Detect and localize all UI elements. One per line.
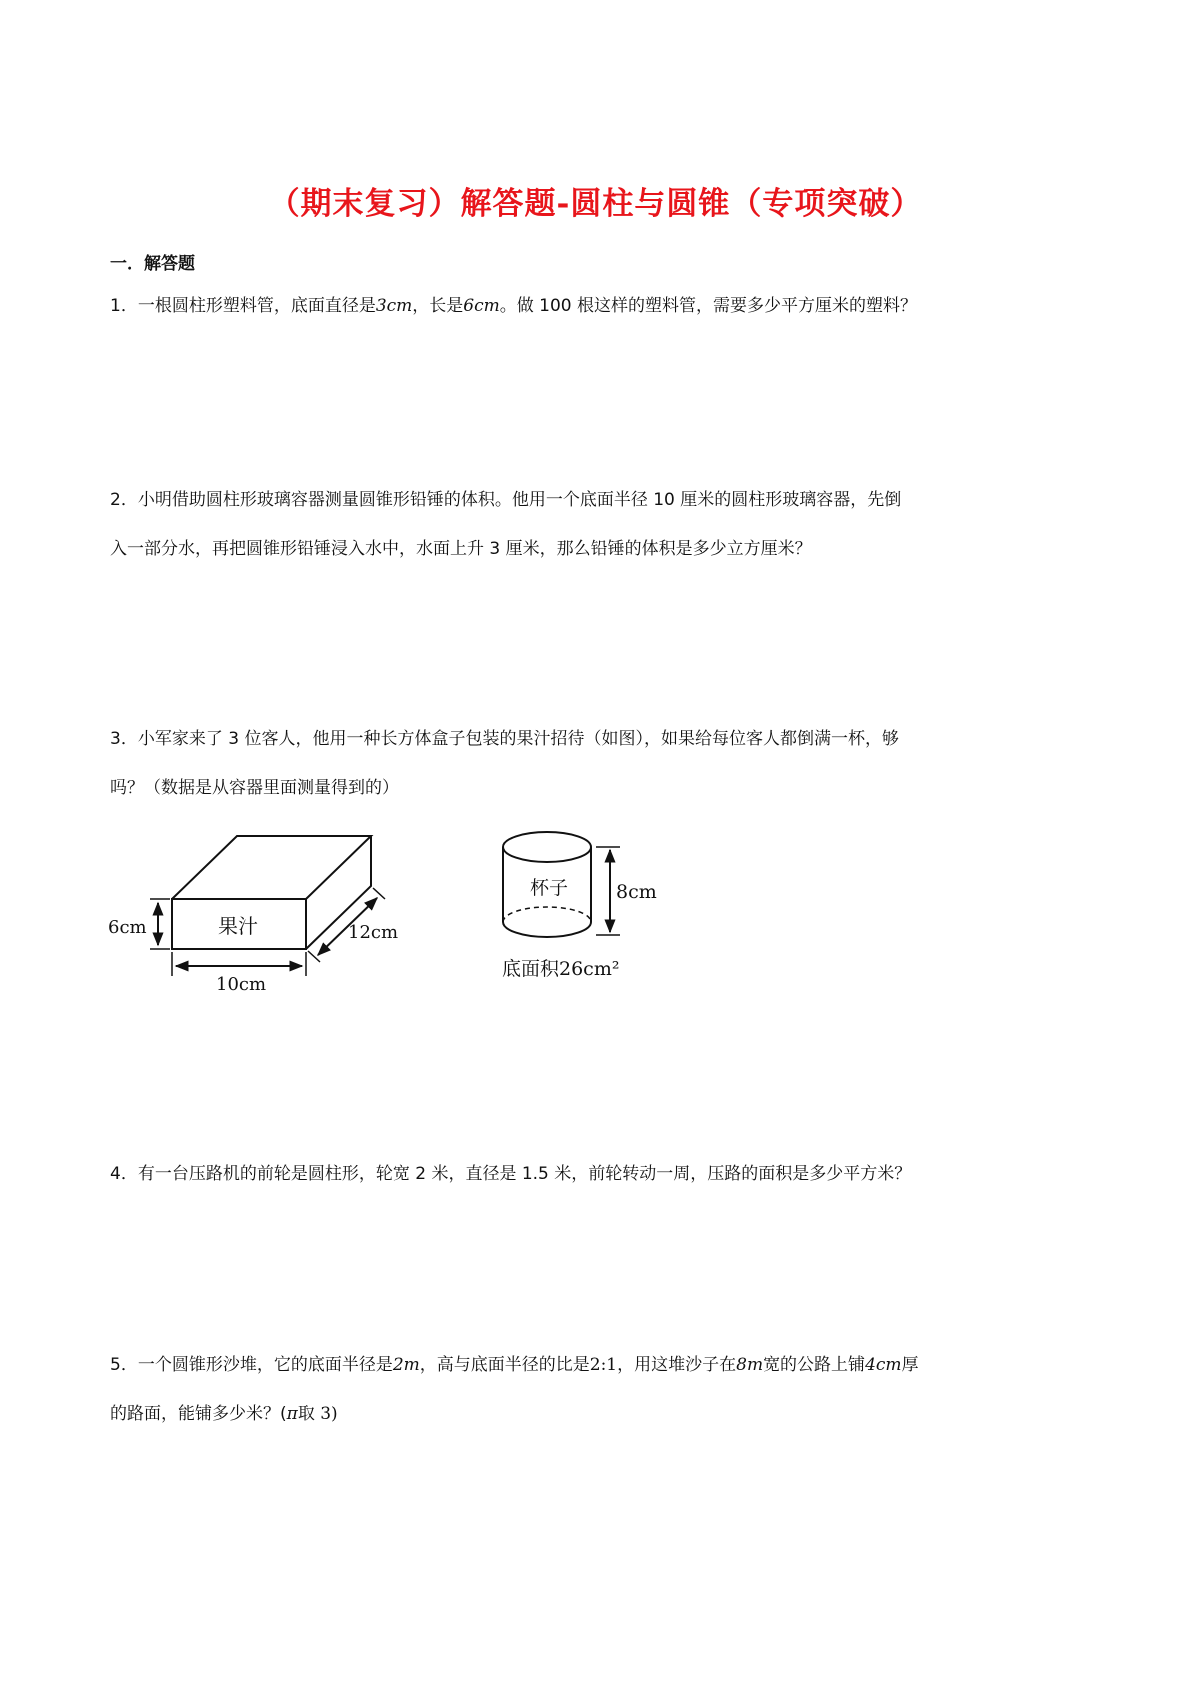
cup-bottom-front-arc: [503, 922, 591, 937]
question-1-text-a: 1．一根圆柱形塑料管，底面直径是: [110, 296, 376, 316]
juice-box-top-face: [172, 836, 371, 899]
question-2-line-2: 入一部分水，再把圆锥形铅锤浸入水中，水面上升 3 厘米，那么铅锤的体积是多少立方厘米？: [110, 539, 812, 559]
question-1-diameter: 3cm: [375, 296, 413, 316]
question-5-text-a: 5．一个圆锥形沙堆，它的底面半径是: [110, 1355, 393, 1375]
question-5-road-width: 8m: [736, 1355, 764, 1375]
question-5-radius: 2m: [392, 1355, 420, 1375]
question-3-line-2: 吗？（数据是从容器里面测量得到的）: [110, 778, 399, 798]
cup-height-label: 8cm: [616, 881, 657, 903]
question-4-line-1: 4．有一台压路机的前轮是圆柱形，轮宽 2 米，直径是 1.5 米，前轮转动一周，压路的面积是多少平方米？: [110, 1164, 912, 1184]
question-5-thickness: 4cm: [865, 1355, 902, 1375]
question-2-line-1: 2．小明借助圆柱形玻璃容器测量圆锥形铅锤的体积。他用一个底面半径 10 厘米的圆柱形玻璃容器，先倒: [110, 490, 902, 510]
question-5-text-e: 厚: [901, 1355, 919, 1375]
page-title: （期末复习）解答题-圆柱与圆锥（专项突破）: [268, 186, 923, 222]
juice-box-height-label: 6cm: [108, 917, 147, 938]
question-5-text-line2: 的路面，能铺多少米？(: [110, 1404, 287, 1424]
question-5-pi-symbol: π: [286, 1404, 298, 1424]
juice-box-depth-label: 12cm: [348, 922, 399, 943]
question-5-ratio: 2:1: [589, 1355, 618, 1375]
question-1-text-b: ，长是: [412, 296, 464, 316]
cup-top-ellipse: [503, 832, 591, 862]
juice-box-label: 果汁: [218, 914, 258, 938]
cup-label: 杯子: [530, 877, 569, 899]
question-1-length: 6cm: [463, 296, 500, 316]
question-5-line-1: [110, 1355, 1090, 1375]
juice-box-depth-tick-back: [373, 888, 385, 899]
question-5: [110, 1355, 1090, 1424]
juice-box-length-label: 10cm: [216, 974, 267, 995]
question-5-line-2: [110, 1404, 1090, 1424]
cup-base-area-label: 底面积26cm²: [502, 958, 620, 980]
question-5-text-d: 宽的公路上铺: [763, 1355, 866, 1375]
juice-box-figure: [150, 836, 385, 976]
section-heading: 一．解答题: [110, 254, 195, 274]
question-5-text-c: ，用这堆沙子在: [617, 1355, 737, 1375]
question-5-text-b: ，高与底面半径的比是: [419, 1355, 590, 1375]
question-4: [110, 1164, 1090, 1184]
cup-bottom-back-arc: [503, 907, 591, 922]
question-1-text-c: 。做 100 根这样的塑料管，需要多少平方厘米的塑料？: [499, 296, 918, 316]
question-3-line-1: 3．小军家来了 3 位客人，他用一种长方体盒子包装的果汁招待（如图），如果给每位客人都倒满一杯，够: [110, 729, 899, 749]
juice-box-depth-tick-front: [308, 951, 320, 962]
question-5-text-line2-end: 取 3): [297, 1404, 338, 1424]
